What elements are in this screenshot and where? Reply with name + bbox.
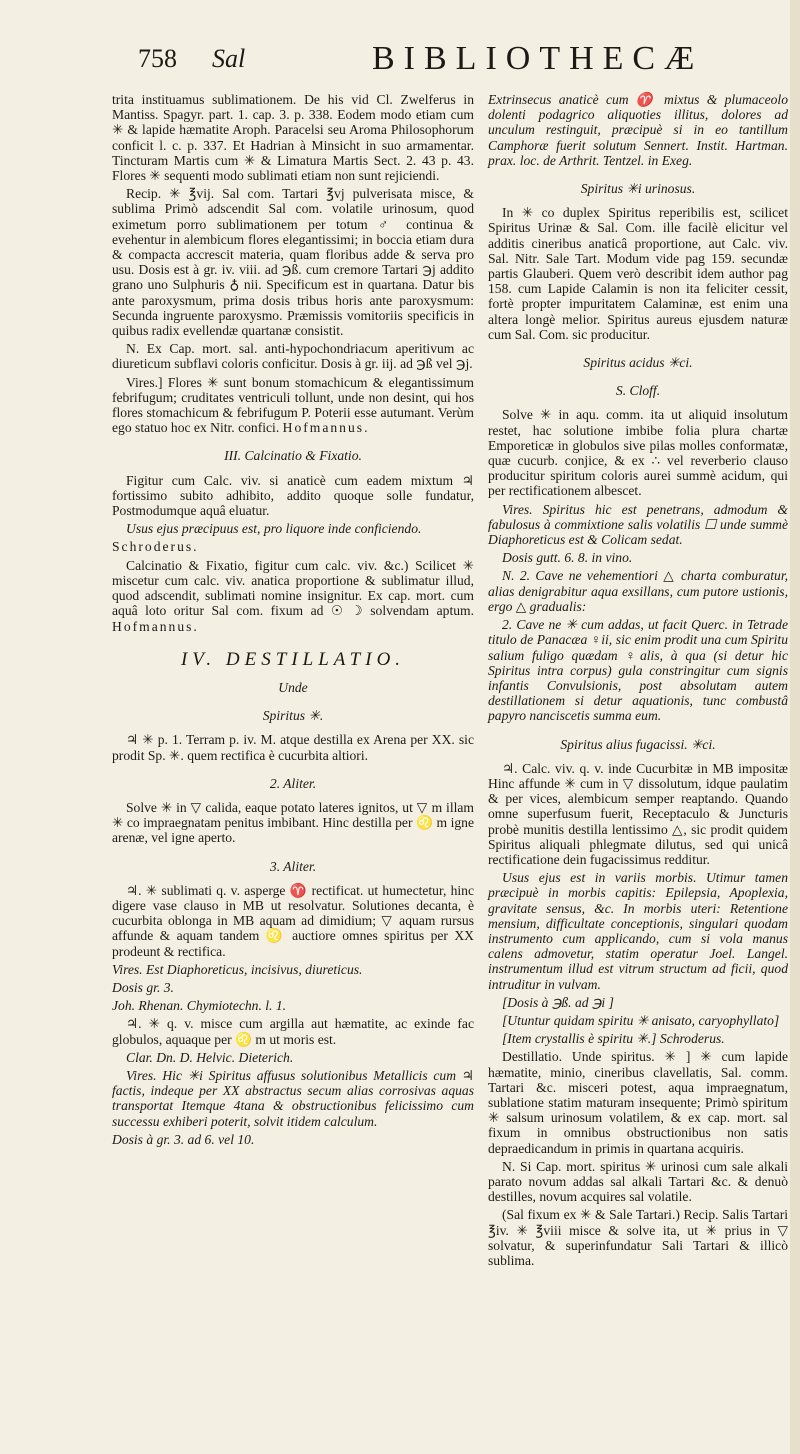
left-column xyxy=(112,92,474,1150)
paragraph-text: Calcinatio & Fixatio, figitur cum calc. viv. &c.) Scilicet ✳ miscetur cum calc. viv. anatica proportione & sublimatur illud, quod adscendit, sublimati nomine insignitur. Ex cap. mort. cum aquâ loto oritur Sal com. fixum ad ☉ ☽ solvendam aptum. xyxy=(112,557,474,619)
paragraph: Figitur cum Calc. viv. si anaticè cum eadem mixtum ♃ fortissimo subito adhibito, addito quoque solle fundatur, Postmodumque aquâ eluatur. xyxy=(112,472,474,519)
reference: Joh. Rhenan. Chymiotechn. l. 1. xyxy=(112,998,287,1014)
paragraph: 2. Cave ne ✳ cum addas, ut facit Querc. in Tetrade titulo de Panacæa ♀ii, sic enim prodit una cum Spiritu salium fuligo quædam ♀alis, à qua (si detur hic Spiritus intra corpus) gula constringitur cum signis infantis Convulsionis, post absolutam autem destillationem si detur aquationis, tunc combustâ papyro nanciscetis summa eum. xyxy=(488,617,788,724)
paragraph: ♃. ✳ sublimati q. v. asperge ♈ rectificat. ut humectetur, hinc digere vase clauso in MB ut resolvatur. Solutiones decanta, è cucurbita oblonga in MB aquam ad dimidium; ▽ aquam rursus affunde & aquam tandem ♌ auctiore omnes spiritus per XX prodeunt & rectifica. xyxy=(112,882,474,959)
paragraph: ♃ ✳ p. 1. Terram p. iv. M. atque destilla ex Arena per XX. sic prodit Sp. ✳. quem rectifica è cucurbita altiori. xyxy=(112,732,474,763)
subheading: 3. Aliter. xyxy=(269,858,317,874)
paragraph: Dosis gutt. 6. 8. in vino. xyxy=(502,550,633,566)
running-header xyxy=(110,40,800,88)
paragraph: trita instituamus sublimationem. De his vid Cl. Zwelferus in Mantiss. Spagyr. part. 1. cap. 3. p. 338. Eodem modo etiam cum ✳ & lapide hæmatite Aroph. Paracelsi seu Aroma Philosophorum conficit l. c. p. 337. Et Hadrian à Minsicht in suo armamentar. Tincturam Martis cum ✳ & Limatura Martis Sect. 2. 43 p. 43. Flores ✳ sequenti modo sublimati etiam non sunt rejiciendi. xyxy=(112,92,474,184)
author-name: Schroderus. xyxy=(112,539,199,555)
paragraph: N. Ex Cap. mort. sal. anti-hypochondriacum aperitivum ac diureticum subflavi coloris conficitur. Dosis à gr. iij. ad ℈ß vel ℈j. xyxy=(112,341,474,372)
paragraph: [Utuntur quidam spiritu ✳ anisato, caryophyllato] xyxy=(502,1012,780,1028)
author-name: Hofmannus. xyxy=(282,420,370,436)
paragraph-text: Vires.] Flores ✳ sunt bonum stomachicum & elegantissimum febrifugum; cruditates ventriculi tollunt, unde non desint, qui hos flores stomachicum & febrifugum P. Poterii esse autumant. Verùm ego statuo hoc ex Nitr. confici. xyxy=(112,374,474,436)
paragraph: Solve ✳ in ▽ calida, eaque potato lateres ignitos, ut ▽ m illam ✳ co impraegnatam penitus imbibant. Hinc destilla per ♌ m igne arenæ, vel igne aperto. xyxy=(112,799,474,846)
subheading: S. Cloff. xyxy=(615,383,661,399)
paragraph xyxy=(112,558,474,634)
paragraph: Usus ejus præcipuus est, pro liquore inde conficiendo. xyxy=(126,521,422,537)
author-name: Hofmannus. xyxy=(112,618,199,634)
paragraph: (Sal fixum ex ✳ & Sale Tartari.) Recip. Salis Tartari ℥iv. ✳ ℥viii misce & solve ita, ut ✳ prius in ▽ solvatur, & superinfundatur Sali Tartari & illicò sublima. xyxy=(488,1207,788,1269)
paragraph xyxy=(112,375,474,436)
paragraph: Dosis gr. 3. xyxy=(112,979,174,995)
paragraph: Vires. Est Diaphoreticus, incisivus, diureticus. xyxy=(112,961,363,977)
paragraph: ♃. Calc. viv. q. v. inde Cucurbitæ in MB impositæ Hinc affunde ✳ cum in ▽ dissolutum, idque paulatim & per vices, alembicum semper reaptando. Quando omne superfusum fuerit, Receptaculo & Juncturis probè munitis destilla lentissimo △, sic prodit quidem Spiritus aliquali phlegmate dilutus, sed qui unicâ rectificatione dein fugacissimus redditur. xyxy=(488,760,788,867)
paragraph: Usus ejus est in variis morbis. Utimur tamen præcipuè in morbis capitis: Epilepsia, Apoplexia, gravitate sensus, &c. In morbis uteri: Retentione mensium, difficultate conceptionis, singulari quodam instrumento cum applicando, cum si vola manus calens admovetur, statim operatur Joel. Langel. instrumentum illud est vitrum structum ad ficii, quod intruditur in vulvam. xyxy=(488,870,788,992)
page-edge xyxy=(790,0,800,1454)
subheading: Spiritus ✳. xyxy=(262,708,324,724)
section-heading: IV. DESTILLATIO. xyxy=(180,648,406,670)
running-key: Sal xyxy=(212,44,246,73)
paragraph: [Dosis à ℈ß. ad ℈i ] xyxy=(502,994,614,1010)
paragraph: Destillatio. Unde spiritus. ✳ ] ✳ cum lapide hæmatite, minio, cineribus clavellatis, Sal. comm. Tartari &c. misceri potest, aqua impraegnatum, sublatione statim maturam insequente; Primò spiritum ✳ salsum urinosum volatilem, & ex cap. mort. sal fixum in omnibus obstructionibus non satis depraedicandum in primis in quartana acquiris. xyxy=(488,1049,788,1156)
paragraph: Vires. Spiritus hic est penetrans, admodum & fabulosus à commixtione salis volatilis ☐ unde summè Diaphoreticus est & Colicam sedat. xyxy=(488,501,788,548)
paragraph: Dosis à gr. 3. ad 6. vel 10. xyxy=(112,1131,255,1147)
section-heading: Spiritus acidus ✳ci. xyxy=(583,355,693,371)
subheading: 2. Aliter. xyxy=(269,775,317,791)
paragraph: ♃. ✳ q. v. misce cum argilla aut hæmatite, ac exinde fac globulos, aquaque per ♌ m ut moris est. xyxy=(112,1016,474,1047)
subheading: Unde xyxy=(278,679,308,695)
paragraph: N. Si Cap. mort. spiritus ✳ urinosi cum sale alkali parato novum addas sal alkali Tartari &c. & denuò destilles, novum acquires sal volatile. xyxy=(488,1158,788,1205)
paragraph: N. 2. Cave ne vehementiori △ charta comburatur, alias denigrabitur aqua exsillans, cum putore ustionis, ergo △ gradualis: xyxy=(488,568,788,614)
paragraph: In ✳ co duplex Spiritus reperibilis est, scilicet Spiritus Urinæ & Sal. Com. ille facilè elicitur vel additis cineribus anaticâ proportione, aut Calc. viv. Sal. Nitr. Sale Tart. Modum vide pag 159. secundæ partis Glauberi. Quem verò describit idem author pag 158. cum Lapide Calamin is non ita feliciter cessit, fortè propter impuritatem Calaminæ, est enim una altera longè melior. Spiritus aureus ejusdem naturæ cum Sal. Com. sic producitur. xyxy=(488,205,788,342)
page-number: 758 xyxy=(138,44,177,73)
reference: Clar. Dn. D. Helvic. Dieterich. xyxy=(126,1049,294,1065)
paragraph: [Item crystallis è spiritu ✳.] Schroderus. xyxy=(502,1031,725,1047)
paragraph: Vires. Hic ✳i Spiritus affusus solutionibus Metallicis cum ♃ factis, indeque per XX abstractus secum alias corrosivas aquas transportat Itemque 4tana & obstructionibus felicissimo cum successu exhiberi poterit, solvit itidem calculum. xyxy=(112,1067,474,1129)
page-title: BIBLIOTHECÆ xyxy=(372,40,704,77)
section-heading: III. Calcinatio & Fixatio. xyxy=(224,448,362,464)
section-heading: Spiritus alius fugacissi. ✳ci. xyxy=(560,736,716,752)
paragraph: Extrinsecus anaticè cum ♈ mixtus & plumaceolo dolenti podagrico aliquoties illitus, dolores ad unculum restinguit, præcipuè si in eo tantillum Camphoræ fuerit solutum Sennert. Instit. Hartman. prax. loc. de Arthrit. Tentzel. in Exeg. xyxy=(488,92,788,168)
section-heading: Spiritus ✳i urinosus. xyxy=(580,181,696,197)
paragraph: Recip. ✳ ℥vij. Sal com. Tartari ℥vj pulverisata misce, & sublima Primò adscendit Sal com. volatile urinosum, quod eximetum porro sublimationem per totum ♂ continua & evehentur in alembicum flores elegantissimi; in boccia etiam dura & compacta accrescit materia, quam floribus adde & serva pro usu. Dosis est à gr. iv. viii. ad ℈ß. cum cremore Tartari ℈j addito grano uno Sulphuris ♁ nii. Specificum est in quartana. Datur bis ante paroxysmum, prima dosis tribus horis ante paroxysmum: Secunda ingruente paroxysmo. Præmissis vomitoriis specificis in quibus radix evellendæ quartanæ consistit. xyxy=(112,186,474,339)
paragraph: Solve ✳ in aqu. comm. ita ut aliquid insolutum restet, hac solutione imbibe folia plura chartæ Emporeticæ in globulos sive pilas molles conformatæ, quæ cucurb. conjice, & ex ∴ vel reverberio clauso producitur spiritum coloris aurei summè acidum, qui per rectificationem albescet. xyxy=(488,407,788,499)
right-column xyxy=(488,92,788,1271)
